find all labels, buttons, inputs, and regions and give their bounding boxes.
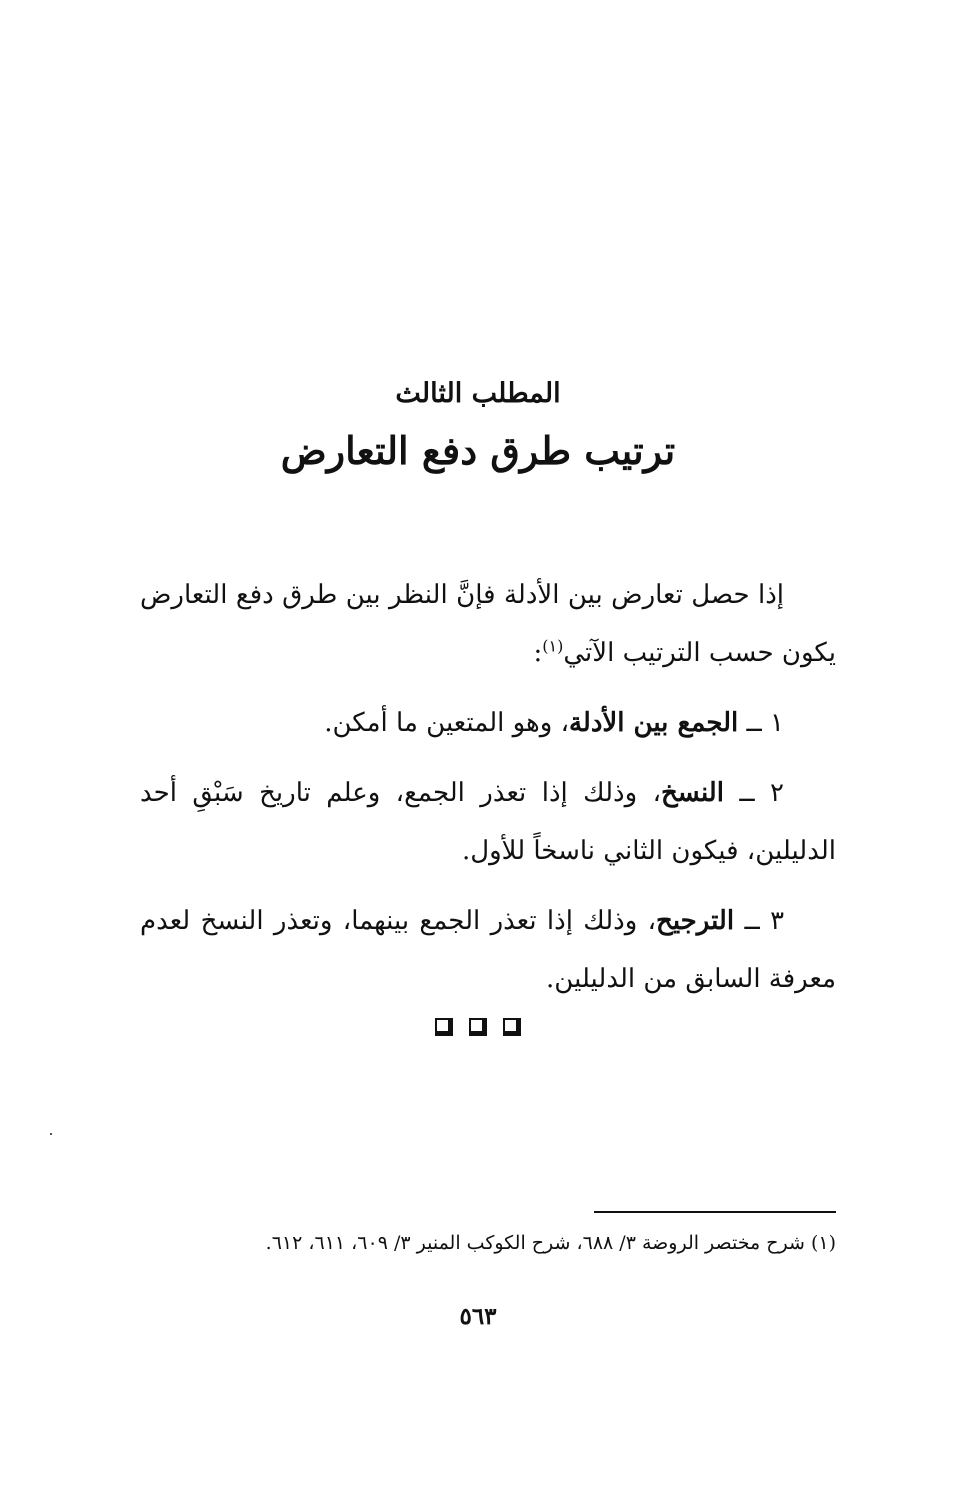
body-text [140, 566, 836, 1020]
intro-paragraph [140, 566, 836, 682]
list-item [140, 892, 836, 1008]
scan-speck [50, 1133, 52, 1135]
square-ornament-icon [435, 1018, 453, 1036]
list-item [140, 694, 836, 752]
item-lead: الجمع بين الأدلة [568, 708, 739, 738]
list-item [140, 764, 836, 880]
footnote-divider [594, 1211, 836, 1213]
square-ornament-icon [503, 1018, 521, 1036]
section-subheading: المطلب الثالث [395, 378, 561, 409]
page-number: ٥٦٣ [459, 1303, 497, 1330]
intro-colon: : [533, 638, 543, 668]
item-lead: الترجيح [656, 906, 735, 936]
footnote [140, 1228, 836, 1258]
section-heading: ترتيب طرق دفع التعارض [280, 428, 676, 473]
item-lead: النسخ [660, 778, 724, 808]
footnote-text: شرح مختصر الروضة ٣/ ٦٨٨، شرح الكوكب المنير ٣/ ٦٠٩، ٦١١، ٦١٢. [265, 1232, 805, 1254]
item-text: ، وهو المتعين ما أمكن. [324, 708, 569, 738]
item-text: ، وذلك إذا تعذر الجمع، وعلم تاريخ سَبْقِ أحد الدليلين، فيكون الثاني ناسخاً للأول. [140, 778, 836, 866]
item-number: ٢ ــ [739, 778, 785, 808]
item-text: ، وذلك إذا تعذر الجمع بينهما، وتعذر النسخ لعدم معرفة السابق من الدليلين. [140, 906, 836, 994]
item-number: ١ ــ [746, 708, 784, 738]
item-number: ٣ ــ [744, 906, 785, 936]
footnote-reference: (١) [542, 636, 564, 656]
square-ornament-icon [469, 1018, 487, 1036]
footnote-marker: (١) [810, 1232, 836, 1254]
intro-text: إذا حصل تعارض بين الأدلة فإنَّ النظر بين طرق دفع التعارض يكون حسب الترتيب الآتي [140, 580, 836, 668]
section-separator [0, 1018, 956, 1036]
